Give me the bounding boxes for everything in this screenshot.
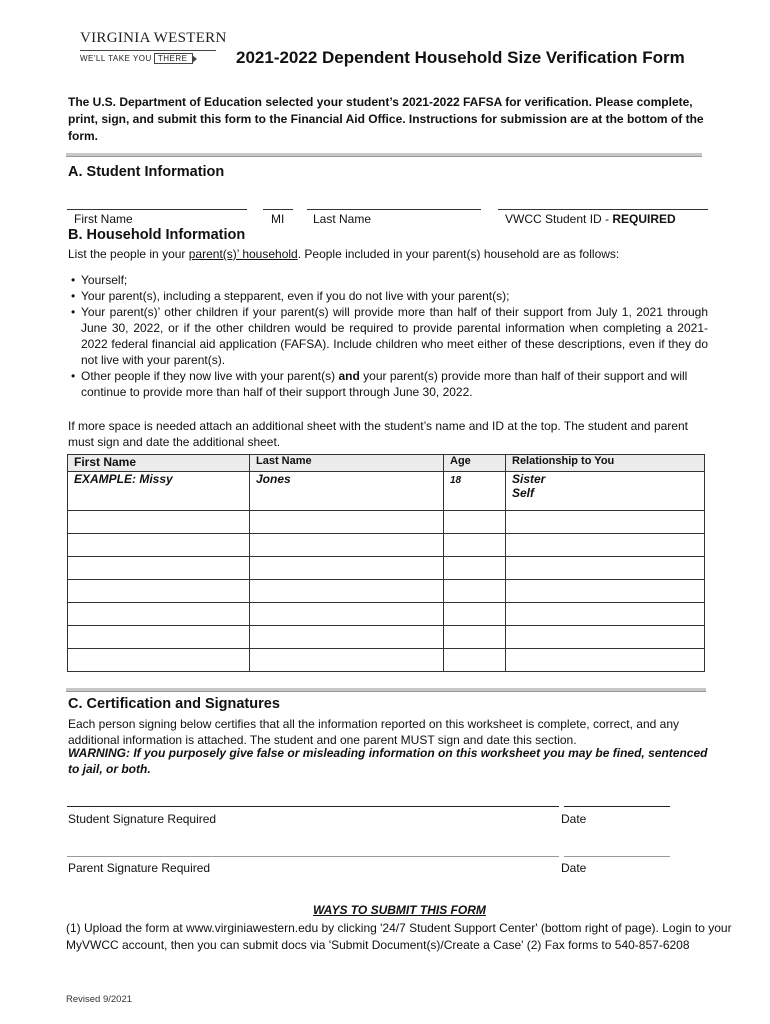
logo-divider — [80, 50, 216, 51]
bullet4-post: your parent(s) provide more than half of their support and will continue to provide more than half of their support through June 30, 2022. — [81, 369, 688, 399]
table-row — [68, 557, 705, 580]
cell-age[interactable] — [444, 626, 506, 649]
parent-signature-field[interactable] — [67, 856, 559, 857]
warning-text: WARNING: If you purposely give false or misleading information on this worksheet you may be fined, sentenced to jail, or both. — [68, 746, 708, 776]
certification-text: Each person signing below certifies that all the information reported on this worksheet is complete, correct, and any additional information is attached. The student and one parent MUST sign and date this section. — [68, 717, 679, 747]
table-row — [68, 626, 705, 649]
student-date-field[interactable] — [564, 806, 670, 807]
cell-relationship[interactable] — [506, 626, 705, 649]
example-age — [444, 472, 506, 511]
bullet-item: • Yourself; — [68, 272, 708, 288]
cell-last[interactable] — [250, 580, 444, 603]
example-relationship — [506, 472, 705, 511]
table-row — [68, 511, 705, 534]
cell-first[interactable] — [68, 557, 250, 580]
lead-pre: List the people in your — [68, 247, 189, 261]
col-age: Age — [444, 455, 506, 472]
cell-first[interactable] — [68, 580, 250, 603]
cell-first[interactable] — [68, 511, 250, 534]
intro-text: The U.S. Department of Education selected your student’s 2021-2022 FAFSA for verification. Please complete, print, sign, and submit this form to the Financial Aid Office. Instructions for submission are at the bottom of the form. — [68, 95, 704, 143]
col-first-name: First Name — [68, 455, 250, 472]
example-first: EXAMPLE: Missy — [68, 472, 250, 511]
table-row — [68, 649, 705, 672]
parent-date-label: Date — [561, 861, 587, 875]
cell-last[interactable] — [250, 534, 444, 557]
table-row — [68, 580, 705, 603]
mi-label: MI — [271, 212, 285, 226]
student-id-label — [505, 212, 676, 226]
bullet-item: • Your parent(s), including a stepparent, even if you do not live with your parent(s); — [68, 288, 708, 304]
cell-relationship[interactable] — [506, 580, 705, 603]
cell-first[interactable] — [68, 534, 250, 557]
cell-last[interactable] — [250, 626, 444, 649]
section-a-heading: A. Student Information — [68, 164, 225, 180]
example-row — [68, 472, 705, 511]
example-age-value: 18 — [450, 475, 462, 486]
student-signature-label: Student Signature Required — [68, 812, 217, 826]
table-row — [68, 534, 705, 557]
mi-field[interactable] — [263, 209, 293, 210]
college-logo — [80, 30, 227, 66]
col-relationship: Relationship to You — [506, 455, 705, 472]
student-id-field[interactable] — [498, 209, 708, 210]
cell-age[interactable] — [444, 649, 506, 672]
cell-age[interactable] — [444, 557, 506, 580]
table-row — [68, 603, 705, 626]
cell-last[interactable] — [250, 557, 444, 580]
bullet-item — [68, 368, 708, 400]
logo-tagline — [80, 53, 193, 64]
logo-name: VIRGINIA WESTERN — [80, 30, 227, 46]
student-signature-field[interactable] — [67, 806, 559, 807]
cell-age[interactable] — [444, 603, 506, 626]
additional-sheet-note: If more space is needed attach an additional sheet with the student’s name and ID at the top. The student and parent must sign and date the additional sheet. — [68, 419, 688, 449]
student-id-label-text: VWCC Student ID - — [505, 212, 613, 226]
bullet-item: • Your parent(s)’ other children if your parent(s) will provide more than half of their support from July 1, 2021 through June 30, 2022, or if the other children would be required to provide parental information when completing a 2021-2022 federal financial aid application (FAFSA). Include children who meet either of these descriptions, even if they do not live with your parent(s). — [68, 304, 708, 368]
section-b-heading: B. Household Information — [68, 227, 246, 243]
cell-first[interactable] — [68, 626, 250, 649]
example-rel-1: Sister — [512, 472, 546, 486]
cell-relationship[interactable] — [506, 649, 705, 672]
bullet4-bold: and — [338, 369, 360, 383]
cell-age[interactable] — [444, 580, 506, 603]
household-lead-text — [68, 246, 619, 262]
household-table — [67, 454, 705, 672]
cell-relationship[interactable] — [506, 534, 705, 557]
student-id-required: REQUIRED — [612, 212, 676, 226]
lead-post: . People included in your parent(s) household are as follows: — [297, 247, 620, 261]
first-name-label: First Name — [74, 212, 133, 226]
cell-first[interactable] — [68, 649, 250, 672]
table-header-row — [68, 455, 705, 472]
parent-date-field[interactable] — [564, 856, 670, 857]
bullet4-pre: Other people if they now live with your parent(s) — [81, 369, 339, 383]
cell-relationship[interactable] — [506, 511, 705, 534]
cell-relationship[interactable] — [506, 603, 705, 626]
cell-age[interactable] — [444, 511, 506, 534]
section-a-rule — [66, 153, 702, 157]
student-date-label: Date — [561, 812, 587, 826]
section-c-rule — [66, 688, 706, 692]
col-last-name: Last Name — [250, 455, 444, 472]
submit-heading: WAYS TO SUBMIT THIS FORM — [313, 903, 486, 917]
cell-first[interactable] — [68, 603, 250, 626]
cell-relationship[interactable] — [506, 557, 705, 580]
cell-last[interactable] — [250, 511, 444, 534]
last-name-field[interactable] — [307, 209, 481, 210]
cell-age[interactable] — [444, 534, 506, 557]
revision-note: Revised 9/2021 — [66, 994, 133, 1005]
household-bullets — [68, 272, 708, 400]
section-c-heading: C. Certification and Signatures — [68, 696, 280, 712]
form-title: 2021-2022 Dependent Household Size Verification Form — [236, 48, 685, 67]
submit-instructions: (1) Upload the form at www.virginiawestern.edu by clicking '24/7 Student Support Center' (bottom right of page). Login to your MyVWCC account, then you can submit docs via 'Submit Document(s)/Create a Case' (2) Fax forms to 540-857-6208 — [66, 921, 732, 952]
example-rel-2: Self — [512, 486, 535, 500]
logo-tagline-text: WE'LL TAKE YOU — [80, 54, 152, 63]
cell-last[interactable] — [250, 649, 444, 672]
lead-underlined: parent(s)’ household — [188, 247, 298, 261]
example-last: Jones — [250, 472, 444, 511]
first-name-field[interactable] — [67, 209, 247, 210]
parent-signature-label: Parent Signature Required — [68, 861, 211, 875]
last-name-label: Last Name — [313, 212, 372, 226]
cell-last[interactable] — [250, 603, 444, 626]
logo-tagline-box: THERE — [154, 53, 194, 64]
